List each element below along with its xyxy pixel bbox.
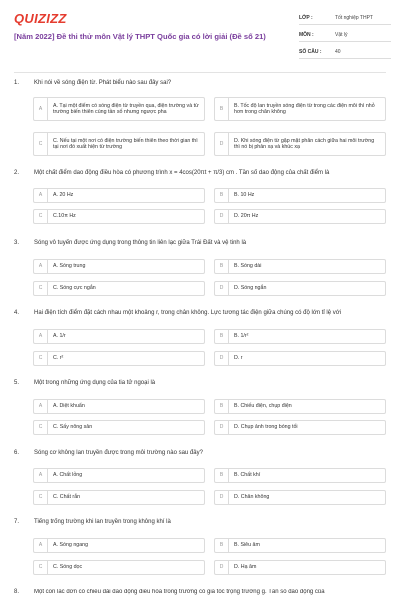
- option-text: B. 10 Hz: [234, 192, 255, 199]
- option-letter: B: [215, 189, 229, 202]
- option-letter: A: [34, 98, 48, 120]
- quizizz-logo[interactable]: QUIZIZZ: [14, 11, 67, 26]
- meta-value: Tốt nghiệp THPT: [335, 14, 373, 21]
- option-a[interactable]: [33, 188, 205, 203]
- option-letter: A: [34, 189, 48, 202]
- option-d[interactable]: [214, 560, 386, 575]
- option-letter: D: [215, 282, 229, 295]
- option-text: D. Chụp ảnh trong bóng tối: [234, 424, 298, 431]
- option-letter: A: [34, 469, 48, 482]
- question-text: Khi nói về sóng điện từ. Phát biểu nào sau đây sai?: [34, 80, 172, 86]
- option-letter: C: [34, 421, 48, 434]
- meta-row-count: [299, 45, 391, 59]
- option-letter: D: [215, 133, 229, 155]
- option-a[interactable]: [33, 97, 205, 121]
- option-text: C. Sóng cực ngắn: [53, 285, 96, 292]
- option-letter: D: [215, 421, 229, 434]
- option-text: A. 20 Hz: [53, 192, 74, 199]
- option-text: B. Chiếu điện, chụp điện: [234, 403, 292, 410]
- option-text: C. Sấy nông sản: [53, 424, 93, 431]
- page-title: [Năm 2022] Đề thi thử môn Vật lý THPT Quốc gia có lời giải (Đề số 21): [14, 32, 266, 41]
- option-text: D. Khi sóng điện từ gặp mặt phân cách giữa hai môi trường thì nó bị phản xạ và khúc xạ: [234, 137, 375, 150]
- option-d[interactable]: [214, 351, 386, 366]
- option-c[interactable]: [33, 209, 205, 224]
- question-number: 2.: [14, 170, 20, 176]
- question-number: 4.: [14, 310, 20, 316]
- option-text: C. Chất rắn: [53, 494, 81, 501]
- option-text: C. r²: [53, 355, 64, 362]
- option-letter: A: [34, 539, 48, 552]
- meta-row-subject: [299, 28, 391, 42]
- option-letter: D: [215, 210, 229, 223]
- option-c[interactable]: [33, 420, 205, 435]
- option-letter: B: [215, 539, 229, 552]
- option-letter: B: [215, 98, 229, 120]
- option-text: B. Sóng dài: [234, 263, 262, 270]
- meta-label: MÔN :: [299, 31, 314, 38]
- option-text: A. Diệt khuẩn: [53, 403, 85, 410]
- option-letter: C: [34, 491, 48, 504]
- option-text: C. Nếu tại một nơi có điện trường biến thiên theo thời gian thì tại nơi đó xuất hiện từ trường: [53, 137, 198, 150]
- option-d[interactable]: [214, 490, 386, 505]
- option-text: A. Sóng ngang: [53, 542, 89, 549]
- question-number: 6.: [14, 450, 20, 456]
- option-text: D. r: [234, 355, 243, 362]
- option-text: C. Sóng dọc: [53, 564, 83, 571]
- option-letter: C: [34, 133, 48, 155]
- option-letter: C: [34, 210, 48, 223]
- option-b[interactable]: [214, 259, 386, 274]
- option-b[interactable]: [214, 329, 386, 344]
- option-letter: C: [34, 352, 48, 365]
- question-text: Một chất điểm dao động điều hòa có phương trình x = 4cos(20πt + π/3) cm . Tần số dao động của chất điểm là: [34, 170, 330, 176]
- option-letter: D: [215, 352, 229, 365]
- option-text: B. 1/r²: [234, 333, 249, 340]
- question-text: Hai điện tích điểm đặt cách nhau một khoảng r, trong chân không. Lực tương tác điện giữa chúng có độ lớn tỉ lệ với: [34, 310, 342, 316]
- option-a[interactable]: [33, 259, 205, 274]
- option-b[interactable]: [214, 97, 386, 121]
- question-text: Một trong những ứng dụng của tia tử ngoại là: [34, 380, 156, 386]
- option-a[interactable]: [33, 538, 205, 553]
- option-letter: D: [215, 491, 229, 504]
- question-text: Sóng vô tuyến được ứng dụng trong thông tin liên lạc giữa Trái Đất và vệ tinh là: [34, 240, 247, 246]
- question-number: 8.: [14, 589, 20, 595]
- question-text: Tiếng trống trường khi lan truyền trong không khí là: [34, 519, 171, 525]
- question-number: 1.: [14, 80, 20, 86]
- meta-info: [299, 11, 391, 62]
- option-text: A. Chất lỏng: [53, 472, 83, 479]
- meta-value: 40: [335, 48, 341, 55]
- option-letter: B: [215, 469, 229, 482]
- question-number: 3.: [14, 240, 20, 246]
- option-d[interactable]: [214, 281, 386, 296]
- option-text: D. Sóng ngắn: [234, 285, 267, 292]
- option-c[interactable]: [33, 132, 205, 156]
- option-b[interactable]: [214, 399, 386, 414]
- option-text: B. Chất khí: [234, 472, 261, 479]
- option-d[interactable]: [214, 209, 386, 224]
- option-text: D. Chân không: [234, 494, 270, 501]
- option-c[interactable]: [33, 351, 205, 366]
- option-letter: A: [34, 330, 48, 343]
- question-text: Sóng cơ không lan truyền được trong môi trường nào sau đây?: [34, 450, 203, 456]
- meta-label: LỚP :: [299, 14, 313, 21]
- option-letter: D: [215, 561, 229, 574]
- option-text: A. 1/r: [53, 333, 66, 340]
- option-letter: B: [215, 400, 229, 413]
- option-text: A. Tại một điểm có sóng điện từ truyền qua, điện trường và từ trường biến thiên cùng tần số nhưng ngược pha: [53, 102, 199, 115]
- option-letter: C: [34, 561, 48, 574]
- option-a[interactable]: [33, 468, 205, 483]
- option-c[interactable]: [33, 560, 205, 575]
- option-text: A. Sóng trung: [53, 263, 86, 270]
- option-b[interactable]: [214, 538, 386, 553]
- question-number: 7.: [14, 519, 20, 525]
- option-text: B. Tốc độ lan truyền sóng điện từ trong các điện môi thì nhỏ hơn trong chân không: [234, 102, 375, 115]
- option-letter: A: [34, 260, 48, 273]
- option-c[interactable]: [33, 281, 205, 296]
- option-b[interactable]: [214, 468, 386, 483]
- option-text: B. Siêu âm: [234, 542, 260, 549]
- option-text: C.10π Hz: [53, 213, 76, 220]
- option-a[interactable]: [33, 329, 205, 344]
- meta-label: SỐ CÂU :: [299, 48, 322, 55]
- option-d[interactable]: [214, 132, 386, 156]
- option-letter: B: [215, 330, 229, 343]
- header-divider: [14, 72, 386, 73]
- option-c[interactable]: [33, 490, 205, 505]
- option-text: D. Hạ âm: [234, 564, 257, 571]
- question-text: Một con lắc đơn có chiều dài dao động điều hòa trong trường có gia tốc trọng trường g. Tần số dao động của: [34, 589, 325, 595]
- meta-value: Vật lý: [335, 31, 348, 38]
- option-text: D. 20π Hz: [234, 213, 259, 220]
- option-a[interactable]: [33, 399, 205, 414]
- meta-row-class: [299, 11, 391, 25]
- option-letter: C: [34, 282, 48, 295]
- option-d[interactable]: [214, 420, 386, 435]
- option-letter: A: [34, 400, 48, 413]
- header: [0, 0, 400, 62]
- option-b[interactable]: [214, 188, 386, 203]
- option-letter: B: [215, 260, 229, 273]
- question-number: 5.: [14, 380, 20, 386]
